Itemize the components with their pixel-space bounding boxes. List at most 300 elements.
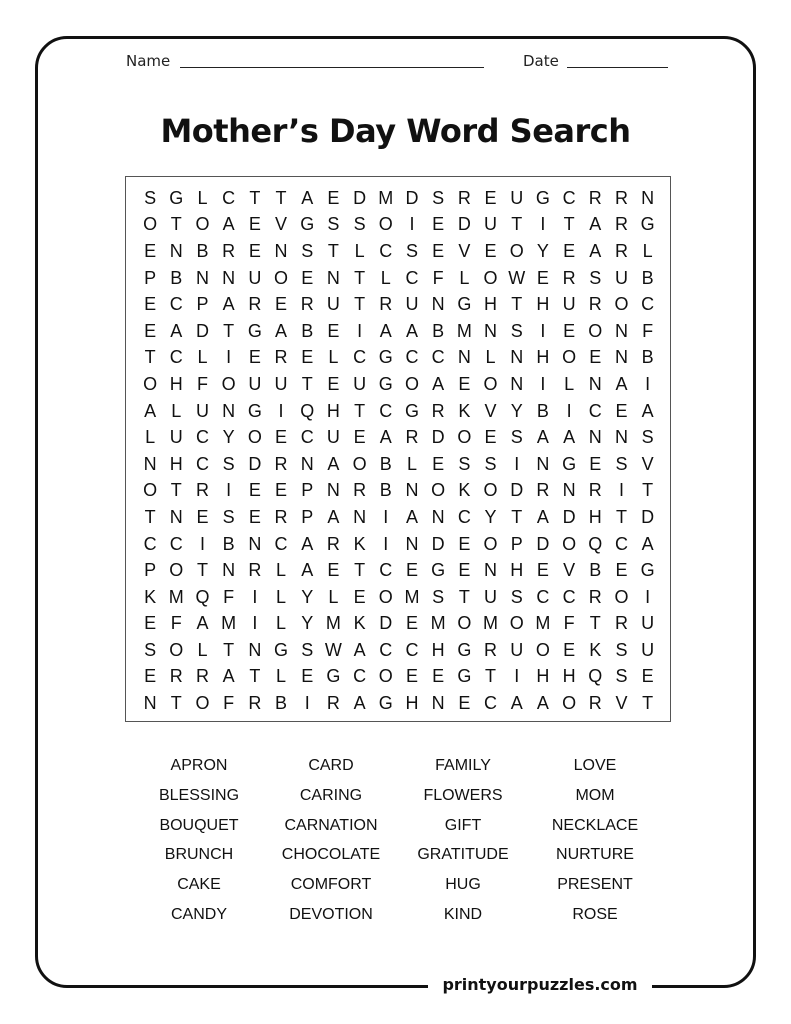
- grid-cell[interactable]: U: [195, 400, 209, 421]
- grid-cell[interactable]: E: [275, 480, 288, 501]
- grid-cell[interactable]: O: [509, 240, 524, 261]
- grid-cell[interactable]: Y: [301, 586, 314, 607]
- grid-cell[interactable]: W: [324, 639, 342, 660]
- grid-cell[interactable]: H: [588, 506, 602, 527]
- grid-cell[interactable]: S: [589, 267, 602, 288]
- grid-cell[interactable]: B: [301, 320, 314, 341]
- grid-cell[interactable]: P: [301, 506, 314, 527]
- grid-cell[interactable]: E: [563, 639, 576, 660]
- grid-cell[interactable]: F: [196, 373, 208, 394]
- grid-cell[interactable]: O: [535, 639, 550, 660]
- grid-cell[interactable]: N: [431, 506, 445, 527]
- grid-cell[interactable]: T: [170, 214, 182, 235]
- grid-cell[interactable]: N: [143, 453, 157, 474]
- grid-cell[interactable]: R: [248, 294, 262, 315]
- grid-cell[interactable]: O: [378, 666, 393, 687]
- grid-cell[interactable]: A: [353, 639, 366, 660]
- grid-cell[interactable]: I: [252, 613, 258, 634]
- grid-cell[interactable]: E: [484, 240, 497, 261]
- grid-cell[interactable]: B: [379, 453, 392, 474]
- grid-cell[interactable]: S: [484, 453, 497, 474]
- grid-cell[interactable]: R: [353, 480, 367, 501]
- grid-cell[interactable]: P: [301, 480, 314, 501]
- grid-cell[interactable]: N: [614, 320, 628, 341]
- grid-cell[interactable]: O: [483, 373, 498, 394]
- grid-cell[interactable]: T: [642, 693, 654, 714]
- grid-cell[interactable]: I: [618, 480, 624, 501]
- grid-cell[interactable]: L: [276, 560, 287, 581]
- grid-cell[interactable]: E: [353, 427, 366, 448]
- grid-cell[interactable]: E: [563, 320, 576, 341]
- grid-cell[interactable]: N: [326, 267, 340, 288]
- grid-cell[interactable]: E: [536, 267, 549, 288]
- grid-cell[interactable]: E: [458, 693, 471, 714]
- grid-cell[interactable]: E: [327, 187, 340, 208]
- grid-cell[interactable]: S: [144, 187, 157, 208]
- grid-cell[interactable]: A: [615, 373, 628, 394]
- grid-cell[interactable]: R: [614, 613, 628, 634]
- grid-cell[interactable]: A: [510, 693, 523, 714]
- grid-cell[interactable]: O: [562, 347, 577, 368]
- grid-cell[interactable]: C: [169, 294, 183, 315]
- grid-cell[interactable]: O: [404, 373, 419, 394]
- grid-cell[interactable]: G: [326, 666, 341, 687]
- grid-cell[interactable]: E: [248, 240, 261, 261]
- grid-cell[interactable]: N: [431, 693, 445, 714]
- grid-cell[interactable]: L: [276, 586, 287, 607]
- grid-cell[interactable]: D: [431, 427, 445, 448]
- grid-cell[interactable]: T: [249, 666, 261, 687]
- grid-cell[interactable]: E: [432, 214, 445, 235]
- grid-cell[interactable]: I: [226, 347, 232, 368]
- grid-cell[interactable]: N: [248, 639, 262, 660]
- grid-cell[interactable]: L: [171, 400, 182, 421]
- grid-cell[interactable]: E: [615, 400, 628, 421]
- grid-cell[interactable]: E: [327, 560, 340, 581]
- grid-cell[interactable]: M: [378, 187, 394, 208]
- grid-cell[interactable]: S: [301, 240, 314, 261]
- grid-cell[interactable]: G: [431, 560, 446, 581]
- grid-cell[interactable]: C: [169, 347, 183, 368]
- grid-cell[interactable]: H: [562, 666, 576, 687]
- grid-cell[interactable]: R: [169, 666, 183, 687]
- grid-cell[interactable]: S: [458, 453, 471, 474]
- grid-cell[interactable]: C: [169, 533, 183, 554]
- grid-cell[interactable]: Y: [510, 400, 523, 421]
- grid-cell[interactable]: E: [405, 666, 418, 687]
- grid-cell[interactable]: R: [300, 294, 314, 315]
- grid-cell[interactable]: F: [432, 267, 444, 288]
- grid-cell[interactable]: H: [536, 347, 550, 368]
- grid-cell[interactable]: E: [458, 373, 471, 394]
- grid-cell[interactable]: R: [248, 560, 262, 581]
- grid-cell[interactable]: B: [536, 400, 549, 421]
- grid-cell[interactable]: S: [510, 586, 523, 607]
- grid-cell[interactable]: R: [536, 480, 550, 501]
- grid-cell[interactable]: R: [431, 400, 445, 421]
- grid-cell[interactable]: T: [354, 400, 366, 421]
- grid-cell[interactable]: A: [222, 666, 235, 687]
- grid-cell[interactable]: B: [641, 267, 654, 288]
- grid-cell[interactable]: U: [641, 639, 655, 660]
- grid-cell[interactable]: N: [588, 427, 602, 448]
- grid-cell[interactable]: I: [199, 533, 205, 554]
- grid-cell[interactable]: E: [536, 560, 549, 581]
- grid-cell[interactable]: E: [301, 666, 314, 687]
- grid-cell[interactable]: N: [222, 400, 236, 421]
- grid-cell[interactable]: N: [457, 347, 471, 368]
- grid-cell[interactable]: T: [144, 506, 156, 527]
- grid-cell[interactable]: E: [275, 427, 288, 448]
- grid-cell[interactable]: U: [484, 214, 498, 235]
- grid-cell[interactable]: S: [510, 320, 523, 341]
- grid-cell[interactable]: R: [274, 506, 288, 527]
- grid-cell[interactable]: L: [406, 453, 417, 474]
- grid-cell[interactable]: G: [404, 400, 419, 421]
- grid-cell[interactable]: G: [562, 453, 577, 474]
- grid-cell[interactable]: G: [274, 639, 289, 660]
- grid-cell[interactable]: D: [641, 506, 655, 527]
- grid-cell[interactable]: C: [457, 506, 471, 527]
- grid-cell[interactable]: E: [327, 373, 340, 394]
- grid-cell[interactable]: A: [196, 613, 209, 634]
- grid-cell[interactable]: O: [509, 613, 524, 634]
- grid-cell[interactable]: S: [222, 453, 235, 474]
- grid-cell[interactable]: T: [275, 187, 287, 208]
- grid-cell[interactable]: D: [431, 533, 445, 554]
- grid-cell[interactable]: F: [563, 613, 575, 634]
- grid-cell[interactable]: N: [562, 480, 576, 501]
- grid-cell[interactable]: C: [562, 586, 576, 607]
- grid-cell[interactable]: E: [144, 294, 157, 315]
- grid-cell[interactable]: A: [301, 187, 314, 208]
- grid-cell[interactable]: M: [168, 586, 184, 607]
- grid-cell[interactable]: A: [589, 214, 602, 235]
- grid-cell[interactable]: B: [275, 693, 288, 714]
- grid-cell[interactable]: T: [223, 639, 235, 660]
- grid-cell[interactable]: E: [641, 666, 654, 687]
- grid-cell[interactable]: S: [615, 639, 628, 660]
- grid-cell[interactable]: T: [144, 347, 156, 368]
- grid-cell[interactable]: T: [301, 373, 313, 394]
- grid-cell[interactable]: C: [379, 240, 393, 261]
- grid-cell[interactable]: I: [357, 320, 363, 341]
- grid-cell[interactable]: N: [169, 240, 183, 261]
- grid-cell[interactable]: T: [642, 480, 654, 501]
- grid-cell[interactable]: E: [432, 453, 445, 474]
- grid-cell[interactable]: I: [540, 373, 546, 394]
- grid-cell[interactable]: K: [589, 639, 602, 660]
- grid-cell[interactable]: A: [405, 506, 418, 527]
- grid-cell[interactable]: O: [169, 639, 184, 660]
- grid-cell[interactable]: B: [589, 560, 602, 581]
- grid-cell[interactable]: N: [484, 320, 498, 341]
- grid-cell[interactable]: L: [459, 267, 470, 288]
- grid-cell[interactable]: H: [405, 693, 419, 714]
- grid-cell[interactable]: N: [484, 560, 498, 581]
- grid-cell[interactable]: S: [144, 639, 157, 660]
- grid-cell[interactable]: C: [588, 400, 602, 421]
- grid-cell[interactable]: U: [248, 267, 262, 288]
- grid-cell[interactable]: E: [248, 506, 261, 527]
- grid-cell[interactable]: R: [379, 294, 393, 315]
- grid-cell[interactable]: H: [510, 560, 524, 581]
- grid-cell[interactable]: G: [247, 320, 262, 341]
- grid-cell[interactable]: C: [405, 639, 419, 660]
- grid-cell[interactable]: A: [222, 214, 235, 235]
- grid-cell[interactable]: B: [222, 533, 235, 554]
- grid-cell[interactable]: E: [301, 267, 314, 288]
- grid-cell[interactable]: I: [566, 400, 572, 421]
- grid-cell[interactable]: Y: [301, 613, 314, 634]
- grid-cell[interactable]: E: [327, 320, 340, 341]
- grid-cell[interactable]: E: [589, 453, 602, 474]
- grid-cell[interactable]: E: [458, 533, 471, 554]
- grid-cell[interactable]: C: [405, 347, 419, 368]
- grid-cell[interactable]: F: [170, 613, 182, 634]
- grid-cell[interactable]: A: [275, 320, 288, 341]
- grid-cell[interactable]: I: [304, 693, 310, 714]
- grid-cell[interactable]: C: [195, 453, 209, 474]
- grid-cell[interactable]: O: [614, 586, 629, 607]
- grid-cell[interactable]: H: [536, 666, 550, 687]
- grid-cell[interactable]: O: [195, 214, 210, 235]
- grid-cell[interactable]: V: [458, 240, 471, 261]
- grid-cell[interactable]: P: [144, 560, 157, 581]
- grid-cell[interactable]: A: [379, 320, 392, 341]
- grid-cell[interactable]: L: [642, 240, 653, 261]
- grid-cell[interactable]: O: [431, 480, 446, 501]
- grid-cell[interactable]: H: [169, 373, 183, 394]
- grid-cell[interactable]: R: [614, 187, 628, 208]
- grid-cell[interactable]: G: [457, 294, 472, 315]
- grid-cell[interactable]: G: [300, 214, 315, 235]
- grid-cell[interactable]: T: [223, 320, 235, 341]
- grid-cell[interactable]: O: [457, 613, 472, 634]
- grid-cell[interactable]: C: [614, 533, 628, 554]
- grid-cell[interactable]: O: [143, 480, 158, 501]
- grid-cell[interactable]: R: [222, 240, 236, 261]
- grid-cell[interactable]: N: [143, 693, 157, 714]
- grid-cell[interactable]: P: [510, 533, 523, 554]
- grid-cell[interactable]: O: [143, 214, 158, 235]
- grid-cell[interactable]: B: [641, 347, 654, 368]
- grid-cell[interactable]: U: [510, 639, 524, 660]
- grid-cell[interactable]: U: [326, 427, 340, 448]
- grid-cell[interactable]: A: [144, 400, 157, 421]
- grid-cell[interactable]: N: [195, 267, 209, 288]
- grid-cell[interactable]: I: [540, 214, 546, 235]
- grid-cell[interactable]: Y: [484, 506, 497, 527]
- grid-cell[interactable]: E: [248, 347, 261, 368]
- grid-cell[interactable]: O: [483, 480, 498, 501]
- grid-cell[interactable]: R: [588, 586, 602, 607]
- grid-cell[interactable]: Q: [588, 533, 603, 554]
- grid-cell[interactable]: U: [169, 427, 183, 448]
- grid-cell[interactable]: L: [328, 586, 339, 607]
- grid-cell[interactable]: R: [274, 347, 288, 368]
- grid-cell[interactable]: I: [645, 373, 651, 394]
- grid-cell[interactable]: T: [563, 214, 575, 235]
- grid-cell[interactable]: O: [352, 453, 367, 474]
- grid-cell[interactable]: S: [510, 427, 523, 448]
- grid-cell[interactable]: S: [327, 214, 340, 235]
- grid-cell[interactable]: O: [378, 214, 393, 235]
- grid-cell[interactable]: R: [274, 453, 288, 474]
- grid-cell[interactable]: Q: [195, 586, 210, 607]
- grid-cell[interactable]: H: [536, 294, 550, 315]
- grid-cell[interactable]: E: [144, 666, 157, 687]
- grid-cell[interactable]: N: [353, 506, 367, 527]
- grid-cell[interactable]: R: [588, 294, 602, 315]
- grid-cell[interactable]: M: [221, 613, 237, 634]
- grid-cell[interactable]: G: [457, 639, 472, 660]
- grid-cell[interactable]: R: [588, 480, 602, 501]
- grid-cell[interactable]: D: [510, 480, 524, 501]
- grid-cell[interactable]: G: [457, 666, 472, 687]
- grid-cell[interactable]: P: [144, 267, 157, 288]
- grid-cell[interactable]: L: [197, 347, 208, 368]
- grid-cell[interactable]: A: [353, 693, 366, 714]
- grid-cell[interactable]: U: [274, 373, 288, 394]
- grid-cell[interactable]: C: [379, 639, 393, 660]
- grid-cell[interactable]: N: [169, 506, 183, 527]
- grid-cell[interactable]: I: [252, 586, 258, 607]
- grid-cell[interactable]: T: [511, 506, 523, 527]
- grid-cell[interactable]: I: [226, 480, 232, 501]
- grid-cell[interactable]: G: [640, 214, 655, 235]
- grid-cell[interactable]: D: [195, 320, 209, 341]
- grid-cell[interactable]: U: [405, 294, 419, 315]
- grid-cell[interactable]: E: [563, 240, 576, 261]
- grid-cell[interactable]: Q: [588, 666, 603, 687]
- grid-cell[interactable]: G: [378, 693, 393, 714]
- grid-cell[interactable]: G: [640, 560, 655, 581]
- grid-cell[interactable]: U: [326, 294, 340, 315]
- name-field-line[interactable]: [180, 67, 484, 68]
- grid-cell[interactable]: N: [588, 373, 602, 394]
- grid-cell[interactable]: R: [457, 187, 471, 208]
- grid-cell[interactable]: D: [379, 613, 393, 634]
- grid-cell[interactable]: N: [614, 347, 628, 368]
- grid-cell[interactable]: L: [564, 373, 575, 394]
- grid-cell[interactable]: N: [405, 533, 419, 554]
- grid-cell[interactable]: O: [483, 533, 498, 554]
- grid-cell[interactable]: K: [353, 533, 366, 554]
- grid-cell[interactable]: C: [195, 427, 209, 448]
- grid-cell[interactable]: C: [379, 400, 393, 421]
- grid-cell[interactable]: E: [275, 294, 288, 315]
- grid-cell[interactable]: A: [222, 294, 235, 315]
- grid-cell[interactable]: O: [588, 320, 603, 341]
- grid-cell[interactable]: A: [327, 506, 340, 527]
- grid-cell[interactable]: C: [353, 666, 367, 687]
- grid-cell[interactable]: O: [143, 373, 158, 394]
- grid-cell[interactable]: T: [196, 560, 208, 581]
- grid-cell[interactable]: N: [614, 427, 628, 448]
- grid-cell[interactable]: T: [485, 666, 497, 687]
- grid-cell[interactable]: C: [562, 187, 576, 208]
- grid-cell[interactable]: O: [562, 693, 577, 714]
- grid-cell[interactable]: R: [195, 666, 209, 687]
- grid-cell[interactable]: L: [485, 347, 496, 368]
- grid-cell[interactable]: C: [484, 693, 498, 714]
- grid-cell[interactable]: C: [379, 560, 393, 581]
- grid-cell[interactable]: I: [278, 400, 284, 421]
- grid-cell[interactable]: E: [405, 613, 418, 634]
- grid-cell[interactable]: O: [562, 533, 577, 554]
- grid-cell[interactable]: S: [353, 214, 366, 235]
- grid-cell[interactable]: N: [326, 480, 340, 501]
- grid-cell[interactable]: T: [354, 294, 366, 315]
- grid-cell[interactable]: C: [300, 427, 314, 448]
- grid-cell[interactable]: C: [641, 294, 655, 315]
- grid-cell[interactable]: N: [405, 480, 419, 501]
- grid-cell[interactable]: U: [353, 373, 367, 394]
- grid-cell[interactable]: D: [562, 506, 576, 527]
- grid-cell[interactable]: H: [326, 400, 340, 421]
- grid-cell[interactable]: O: [169, 560, 184, 581]
- grid-cell[interactable]: T: [615, 506, 627, 527]
- grid-cell[interactable]: A: [589, 240, 602, 261]
- grid-cell[interactable]: C: [222, 187, 236, 208]
- grid-cell[interactable]: S: [301, 639, 314, 660]
- grid-cell[interactable]: F: [223, 586, 235, 607]
- grid-cell[interactable]: T: [327, 240, 339, 261]
- date-field-line[interactable]: [567, 67, 668, 68]
- grid-cell[interactable]: E: [432, 666, 445, 687]
- grid-cell[interactable]: A: [563, 427, 576, 448]
- grid-cell[interactable]: A: [379, 427, 392, 448]
- grid-cell[interactable]: N: [431, 294, 445, 315]
- grid-cell[interactable]: E: [144, 240, 157, 261]
- grid-cell[interactable]: A: [536, 427, 549, 448]
- grid-cell[interactable]: C: [143, 533, 157, 554]
- grid-cell[interactable]: L: [328, 347, 339, 368]
- grid-cell[interactable]: T: [458, 586, 470, 607]
- grid-cell[interactable]: H: [431, 639, 445, 660]
- grid-cell[interactable]: E: [196, 506, 209, 527]
- grid-cell[interactable]: H: [484, 294, 498, 315]
- grid-cell[interactable]: S: [615, 453, 628, 474]
- grid-cell[interactable]: E: [248, 214, 261, 235]
- grid-cell[interactable]: G: [247, 400, 262, 421]
- grid-cell[interactable]: A: [301, 560, 314, 581]
- grid-cell[interactable]: K: [458, 480, 471, 501]
- grid-cell[interactable]: Q: [300, 400, 315, 421]
- grid-cell[interactable]: M: [430, 613, 446, 634]
- grid-cell[interactable]: E: [432, 240, 445, 261]
- grid-cell[interactable]: U: [510, 187, 524, 208]
- grid-cell[interactable]: K: [144, 586, 157, 607]
- grid-cell[interactable]: I: [540, 320, 546, 341]
- grid-cell[interactable]: O: [483, 267, 498, 288]
- grid-cell[interactable]: D: [405, 187, 419, 208]
- grid-cell[interactable]: S: [405, 240, 418, 261]
- grid-cell[interactable]: E: [589, 347, 602, 368]
- grid-cell[interactable]: B: [432, 320, 445, 341]
- grid-cell[interactable]: E: [144, 613, 157, 634]
- grid-cell[interactable]: N: [222, 267, 236, 288]
- grid-cell[interactable]: U: [614, 267, 628, 288]
- grid-cell[interactable]: C: [353, 347, 367, 368]
- grid-cell[interactable]: M: [456, 320, 472, 341]
- grid-cell[interactable]: E: [484, 427, 497, 448]
- grid-cell[interactable]: S: [432, 187, 445, 208]
- grid-cell[interactable]: E: [615, 560, 628, 581]
- grid-cell[interactable]: S: [641, 427, 654, 448]
- grid-cell[interactable]: K: [458, 400, 471, 421]
